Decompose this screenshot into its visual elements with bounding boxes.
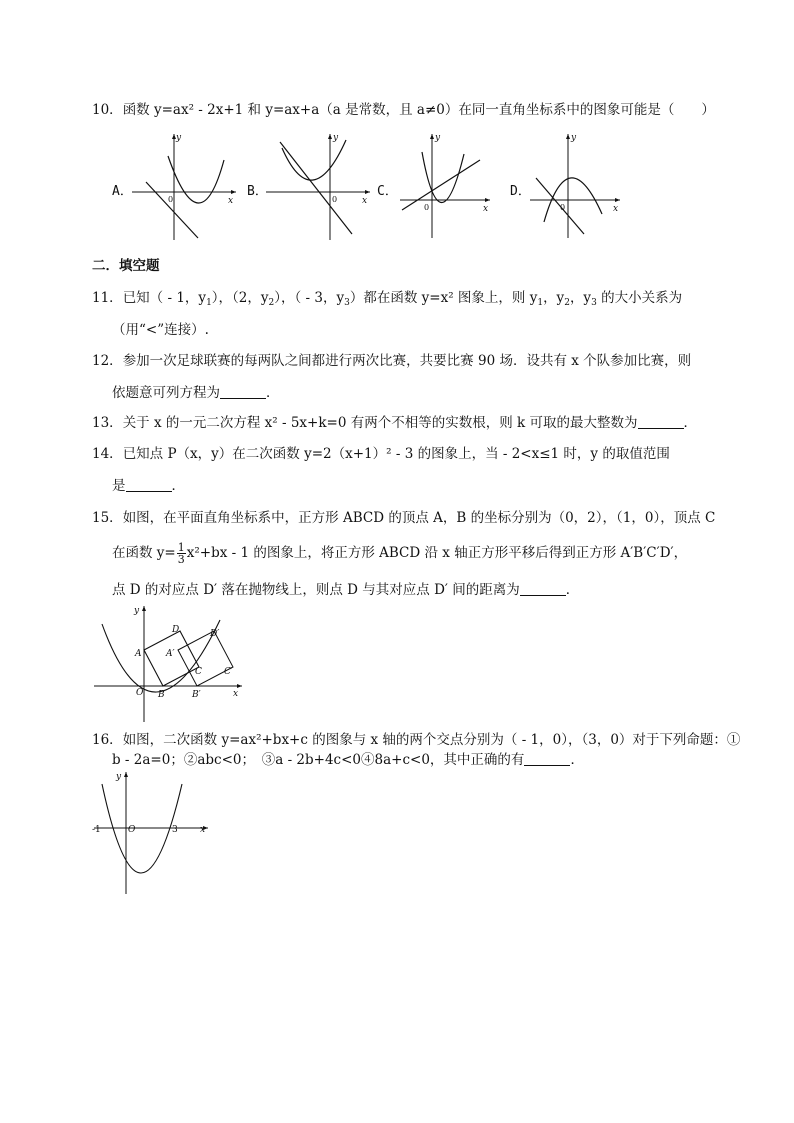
axis-y-label: y [134, 606, 140, 616]
axis-y-label: y [176, 133, 182, 143]
point-c-prime-label: C′ [224, 667, 233, 677]
q11-line2: （用“<”连接）. [112, 322, 209, 338]
axis-y-label: y [116, 772, 122, 782]
q11-text: ，y [543, 290, 565, 306]
axis-y-label: y [435, 133, 441, 143]
axis-y-label: y [333, 133, 339, 143]
intercept-3-label: 3 [172, 825, 178, 835]
answer-blank[interactable] [220, 386, 266, 399]
origin-label: O [128, 825, 136, 835]
point-c-label: C [195, 667, 202, 677]
q15-text: 点 D 的对应点 D′ 落在抛物线上，则点 D 与其对应点 D′ 间的距离为 [112, 582, 520, 598]
q15-line2 [112, 542, 687, 565]
q10-number: 10． [92, 102, 123, 118]
fraction-numerator: 1 [177, 541, 185, 554]
q12-stem [92, 351, 691, 371]
q14-text: 是 [112, 478, 126, 494]
q11-text: ，y [569, 290, 592, 306]
q10-graph-b [262, 130, 374, 242]
origin-label: 0 [332, 195, 338, 204]
answer-blank[interactable] [524, 753, 570, 766]
q10-graph-d [526, 130, 626, 242]
point-a-prime-label: A′ [166, 649, 175, 659]
q15-text: 在函数 y= [112, 545, 176, 561]
q10-graph-a [128, 130, 240, 242]
q14-text: 已知点 P（x，y）在二次函数 y=2（x+1）² - 3 的图象上，当 - 2<x≤1 时，y 的取值范围 [122, 446, 670, 462]
origin-label: O [136, 688, 144, 698]
point-d-prime-label: D′ [210, 629, 220, 639]
subscript: 1 [206, 298, 212, 308]
point-b-prime-label: B′ [192, 690, 201, 700]
fraction-denominator: 3 [177, 553, 185, 566]
q11-text: 的大小关系为 [596, 290, 683, 306]
subscript: 3 [344, 298, 350, 308]
q12-text: 参加一次足球联赛的每两队之间都进行两次比赛，共要比赛 90 场．设共有 x 个队参加比赛，则 [122, 353, 692, 369]
q10-text: 函数 y=ax² - 2x+1 和 y=ax+a（a 是常数，且 a≠0）在同一直角坐标系中的图象可能是（ ） [122, 102, 715, 118]
q14-line2 [112, 476, 185, 496]
q15-text: ． [565, 582, 580, 598]
q14-stem [92, 444, 670, 464]
subscript: 2 [564, 298, 570, 308]
q11-stem [92, 288, 682, 313]
origin-label: 0 [560, 203, 566, 212]
q16-text: ． [570, 752, 584, 768]
axis-x-label: x [233, 689, 239, 699]
point-a-label: A [135, 649, 142, 659]
q14-number: 14． [92, 446, 123, 462]
q16-number: 16． [92, 732, 123, 748]
q13-stem [92, 413, 697, 433]
q15-number: 15． [92, 510, 123, 526]
subscript: 2 [268, 298, 275, 308]
q16-figure [92, 768, 214, 896]
q10-stem [92, 100, 715, 120]
q14-text: ． [171, 478, 185, 494]
q15-text: 如图，在平面直角坐标系中，正方形 ABCD 的顶点 A，B 的坐标分别为（0，2），（1，0），顶点 C [122, 510, 716, 526]
point-d-label: D [172, 625, 180, 635]
intercept-neg1-label: -1 [92, 825, 101, 835]
q11-text: 已知（ - 1，y [122, 290, 207, 306]
q12-number: 12． [92, 353, 123, 369]
axis-x-label: x [362, 196, 368, 206]
q13-number: 13． [92, 415, 123, 431]
answer-blank[interactable] [520, 583, 566, 596]
fraction [177, 542, 186, 565]
q15-line3 [112, 580, 579, 600]
q10-option-b-label: B． [247, 184, 268, 199]
axis-x-label: x [483, 204, 489, 214]
q10-option-c-label: C． [377, 184, 398, 199]
q15-text: x²+bx - 1 的图象上，将正方形 ABCD 沿 x 轴正方形平移后得到正方形 A′B′C′D′， [186, 545, 688, 561]
answer-blank[interactable] [638, 416, 684, 429]
q13-text: ． [683, 415, 697, 431]
axis-x-label: x [200, 825, 206, 835]
q11-text: ）都在函数 y=x² 图象上，则 y [349, 290, 538, 306]
q15-stem [92, 508, 715, 528]
answer-blank[interactable] [126, 479, 172, 492]
point-b-label: B [158, 690, 165, 700]
origin-label: 0 [424, 203, 430, 212]
section-title: 二．填空题 [92, 258, 160, 274]
q10-graph-c [396, 130, 496, 242]
subscript: 3 [591, 298, 597, 308]
q16-text: 如图，二次函数 y=ax²+bx+c 的图象与 x 轴的两个交点分别为（ - 1，0），（3，0）对于下列命题：① [122, 732, 741, 748]
q12-line2 [112, 383, 280, 403]
q11-text: ），（ - 3，y [274, 290, 345, 306]
q10-option-d-label: D． [510, 184, 531, 199]
axis-x-label: x [613, 204, 619, 214]
origin-label: 0 [168, 195, 174, 204]
q12-text: ． [266, 385, 280, 401]
q16-line2 [112, 750, 584, 770]
axis-y-label: y [571, 133, 577, 143]
subscript: 1 [537, 298, 544, 308]
q11-text: ），（2，y [211, 290, 269, 306]
axis-x-label: x [228, 196, 234, 206]
q10-option-a-label: A． [112, 184, 133, 199]
q12-text: 依题意可列方程为 [112, 385, 220, 401]
q16-stem [92, 730, 740, 750]
q15-figure [92, 602, 252, 724]
q13-text: 关于 x 的一元二次方程 x² - 5x+k=0 有两个不相等的实数根，则 k 可取的最大整数为 [122, 415, 638, 431]
q11-number: 11． [92, 290, 123, 306]
q16-text: b - 2a=0；②abc<0； ③a - 2b+4c<0④8a+c<0，其中正确的有 [112, 752, 525, 768]
